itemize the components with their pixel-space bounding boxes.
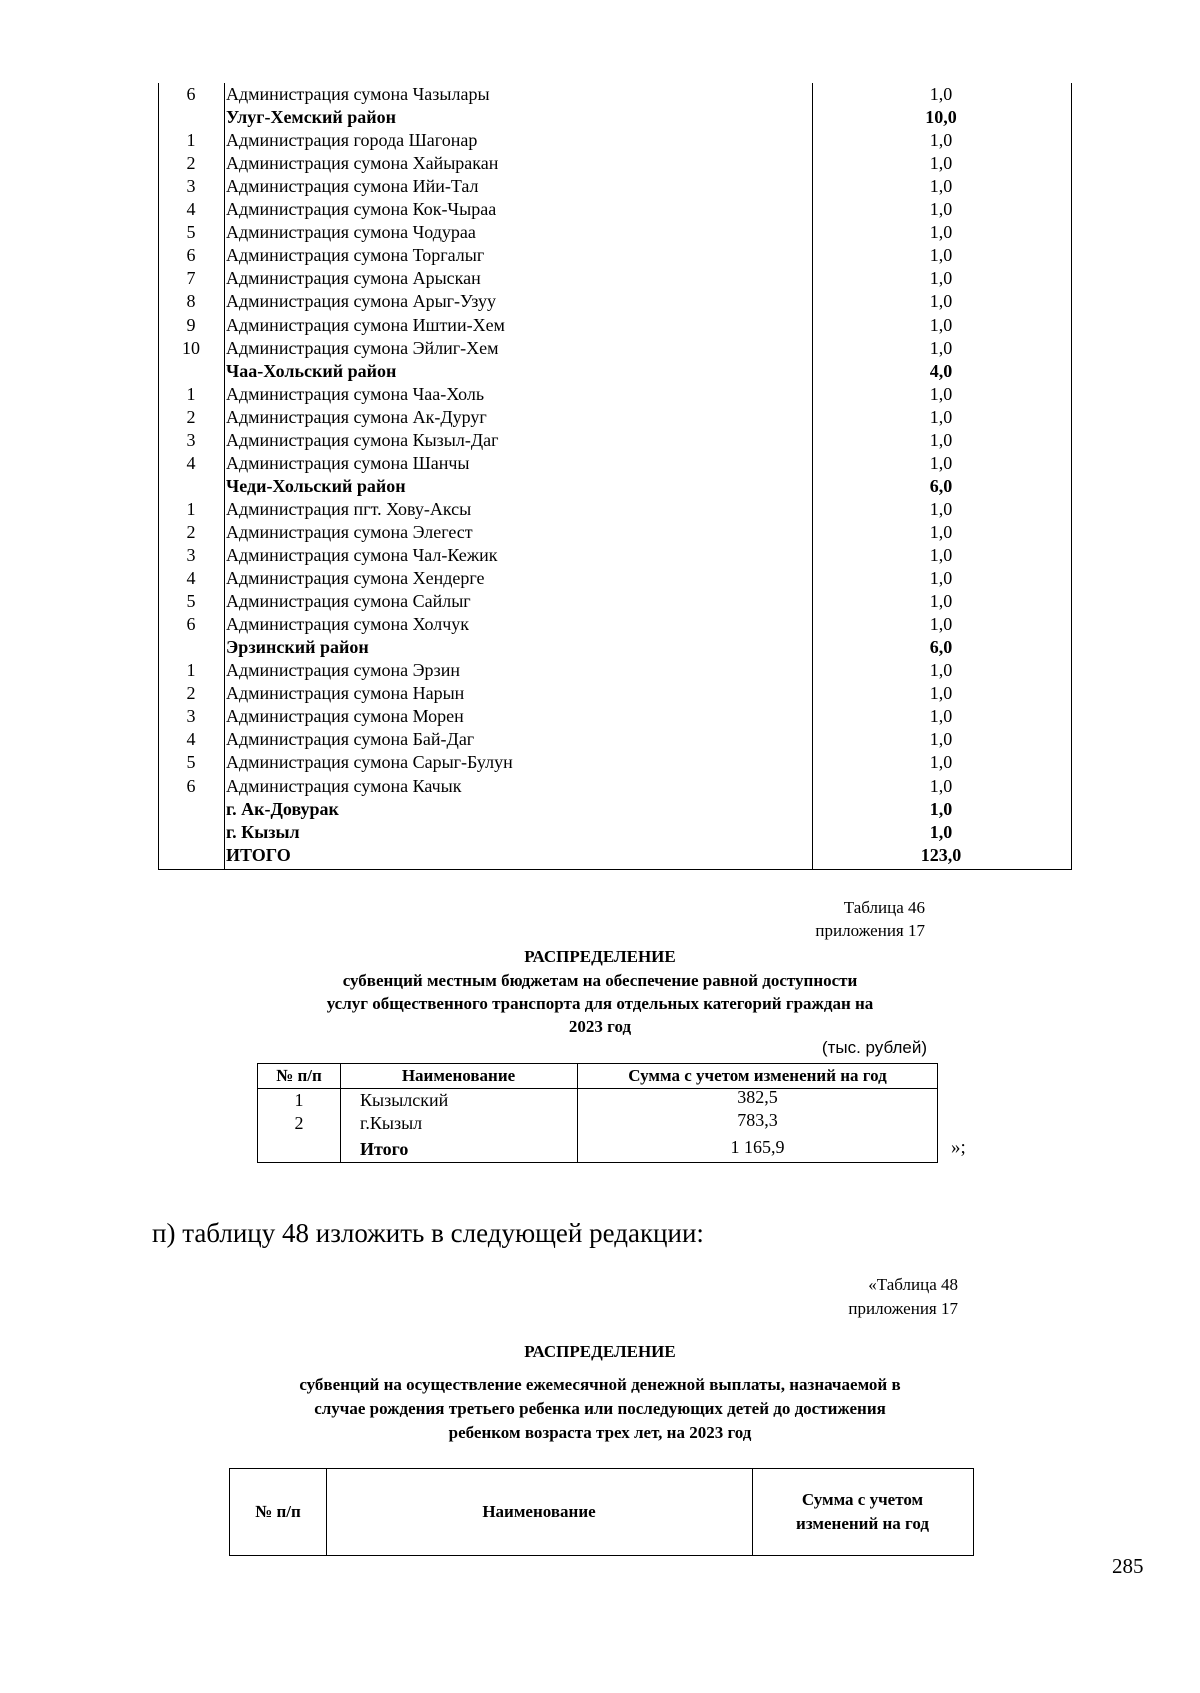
row-name: Администрация сумона Холчук (226, 614, 469, 635)
table-row (158, 544, 1072, 567)
row-value: 1,0 (929, 245, 953, 266)
page-number: 285 (1112, 1554, 1144, 1578)
row-name: Администрация сумона Шанчы (226, 452, 470, 473)
row-value: 123,0 (920, 844, 962, 865)
table46-units: (тыс. рублей) (821, 1038, 927, 1057)
table46-row-2-value: 783,3 (737, 1110, 778, 1130)
row-value: 1,0 (929, 452, 953, 473)
row-number: 7 (186, 268, 196, 289)
row-name: Администрация сумона Сарыг-Булун (226, 752, 513, 773)
row-number: 4 (186, 452, 196, 473)
row-name: Администрация сумона Нарын (226, 683, 465, 704)
row-name: Администрация сумона Арыскан (226, 268, 481, 289)
row-name: Администрация сумона Кызыл-Даг (226, 429, 499, 450)
table-row (158, 521, 1072, 544)
row-number: 9 (186, 314, 196, 335)
row-number: 10 (182, 337, 200, 358)
row-number: 3 (186, 176, 196, 197)
row-value: 1,0 (929, 498, 953, 519)
table46-row-1-num: 1 (294, 1090, 304, 1110)
row-name: Администрация сумона Ийи-Тал (226, 176, 479, 197)
table-row (158, 244, 1072, 267)
table46-row-1-name: Кызылский (360, 1090, 449, 1110)
row-number: 4 (186, 568, 196, 589)
amendment-instruction: п) таблицу 48 изложить в следующей редакции: (152, 1218, 704, 1248)
row-value: 1,0 (929, 337, 953, 358)
row-name: Администрация сумона Бай-Даг (226, 729, 475, 750)
table46-subtitle-1: субвенций местным бюджетам на обеспечение равной доступности (342, 971, 858, 990)
table-row (158, 175, 1072, 198)
row-value: 1,0 (929, 775, 953, 796)
allocation-table-continued (158, 83, 1072, 870)
row-value: 1,0 (929, 729, 953, 750)
row-value: 1,0 (929, 130, 953, 151)
row-name: Администрация сумона Чаа-Холь (226, 383, 485, 404)
row-name: Администрация пгт. Хову-Аксы (226, 498, 472, 519)
row-number: 4 (186, 199, 196, 220)
table46-col-num: № п/п (276, 1066, 322, 1085)
table46 (257, 1063, 938, 1163)
row-value: 1,0 (929, 798, 953, 819)
row-value: 1,0 (929, 706, 953, 727)
row-value: 1,0 (929, 406, 953, 427)
table48-col-sum (752, 1469, 973, 1555)
table-row (158, 406, 1072, 429)
row-value: 1,0 (929, 222, 953, 243)
row-value: 6,0 (929, 637, 953, 658)
row-number: 2 (186, 153, 196, 174)
table-row (158, 475, 1072, 498)
table-row (158, 775, 1072, 798)
table-row (158, 728, 1072, 751)
table-row (158, 798, 1072, 821)
table48-subtitle-3: ребенком возраста трех лет, на 2023 год (448, 1423, 752, 1442)
row-number: 4 (186, 729, 196, 750)
table-row (158, 567, 1072, 590)
table-row (158, 360, 1072, 383)
row-value: 1,0 (929, 591, 953, 612)
row-value: 1,0 (929, 568, 953, 589)
row-number: 6 (186, 775, 196, 796)
row-value: 1,0 (929, 545, 953, 565)
row-value: 1,0 (929, 683, 953, 704)
table46-row-2-num: 2 (294, 1113, 304, 1133)
table48-heading: РАСПРЕДЕЛЕНИЕ (524, 1342, 676, 1361)
row-number: 2 (186, 406, 196, 427)
table46-total-label: Итого (360, 1139, 409, 1159)
table46-row-1-value: 382,5 (737, 1087, 778, 1107)
row-value: 1,0 (929, 176, 953, 197)
row-name: г. Кызыл (226, 821, 300, 842)
table-row (158, 152, 1072, 175)
table-row (158, 314, 1072, 337)
row-number: 6 (186, 84, 196, 104)
table-row (158, 198, 1072, 221)
table-row (158, 682, 1072, 705)
row-value: 1,0 (929, 153, 953, 174)
row-name: ИТОГО (226, 844, 291, 865)
table-row (158, 636, 1072, 659)
row-number: 1 (186, 383, 196, 404)
row-name: г. Ак-Довурак (226, 798, 339, 819)
table-row (158, 337, 1072, 360)
row-value: 4,0 (929, 360, 953, 381)
row-name: Администрация сумона Арыг-Узуу (226, 291, 496, 312)
table-row (158, 290, 1072, 313)
row-number: 2 (186, 683, 196, 704)
row-number: 5 (186, 591, 196, 612)
row-number: 1 (186, 498, 196, 519)
row-name: Администрация сумона Ак-Дуруг (226, 406, 487, 427)
row-name: Администрация сумона Эйлиг-Хем (226, 337, 499, 358)
table46-closing-quote: »; (951, 1137, 966, 1158)
row-name: Администрация сумона Хендерге (226, 568, 485, 589)
row-name: Администрация сумона Качык (226, 775, 462, 796)
row-value: 1,0 (929, 291, 953, 312)
table-row (158, 613, 1072, 636)
table48-header (229, 1468, 974, 1556)
row-name: Эрзинский район (226, 637, 369, 658)
row-value: 1,0 (929, 429, 953, 450)
row-name: Администрация сумона Чал-Кежик (226, 545, 498, 565)
table46-heading: РАСПРЕДЕЛЕНИЕ (524, 947, 676, 966)
row-name: Чаа-Хольский район (226, 360, 397, 381)
row-value: 6,0 (929, 475, 953, 496)
row-name: Администрация сумона Элегест (226, 521, 473, 542)
row-number: 5 (186, 222, 196, 243)
table-border-bottom (158, 869, 1072, 870)
row-number: 1 (186, 130, 196, 151)
row-value: 1,0 (929, 199, 953, 220)
row-name: Улуг-Хемский район (226, 107, 397, 128)
row-number: 3 (186, 429, 196, 450)
row-value: 1,0 (929, 614, 953, 635)
row-value: 1,0 (929, 660, 953, 681)
table-row (158, 590, 1072, 613)
table46-total-value: 1 165,9 (730, 1137, 785, 1157)
row-value: 1,0 (929, 521, 953, 542)
table46-subtitle-2: услуг общественного транспорта для отдельных категорий граждан на (326, 994, 874, 1013)
row-number: 1 (186, 660, 196, 681)
table-row (158, 659, 1072, 682)
table-row (158, 751, 1072, 774)
table-row (158, 821, 1072, 844)
table-row (158, 129, 1072, 152)
row-value: 10,0 (925, 107, 957, 128)
row-number: 5 (186, 752, 196, 773)
table46-col-name: Наименование (401, 1066, 516, 1085)
table-row (158, 383, 1072, 406)
row-name: Администрация сумона Торгалыг (226, 245, 485, 266)
table48-col-sum-line2: изменений на год (796, 1514, 929, 1533)
row-name: Администрация сумона Морен (226, 706, 464, 727)
table48-caption-2: приложения 17 (848, 1299, 958, 1318)
row-name: Администрация сумона Сайлыг (226, 591, 471, 612)
table-row (158, 429, 1072, 452)
table48-caption-1: «Таблица 48 (868, 1275, 958, 1294)
table-row (158, 83, 1072, 106)
table46-row-2-name: г.Кызыл (360, 1113, 423, 1133)
table-row (158, 498, 1072, 521)
row-value: 1,0 (929, 821, 953, 842)
row-number: 2 (186, 521, 196, 542)
table48-col-name: Наименование (482, 1502, 596, 1521)
table48-col-sum-line1: Сумма с учетом (801, 1490, 924, 1509)
table-row (158, 106, 1072, 129)
row-name: Администрация сумона Чазылары (226, 84, 490, 104)
table46-col-sum: Сумма с учетом изменений на год (628, 1066, 887, 1085)
row-number: 8 (186, 291, 196, 312)
row-value: 1,0 (929, 752, 953, 773)
row-number: 3 (186, 545, 196, 565)
table-row (158, 267, 1072, 290)
row-name: Администрация сумона Чодураа (226, 222, 476, 243)
row-name: Администрация сумона Эрзин (226, 660, 461, 681)
row-name: Администрация сумона Иштии-Хем (226, 314, 505, 335)
table-row (158, 705, 1072, 728)
table46-caption-1: Таблица 46 (843, 898, 925, 917)
row-value: 1,0 (929, 84, 953, 104)
table48-subtitle-2: случае рождения третьего ребенка или последующих детей до достижения (314, 1399, 886, 1418)
table46-caption-2: приложения 17 (815, 921, 925, 940)
row-value: 1,0 (929, 383, 953, 404)
table-row (158, 452, 1072, 475)
table-row (158, 844, 1072, 867)
table46-subtitle-3: 2023 год (568, 1017, 632, 1036)
row-name: Администрация сумона Кок-Чыраа (226, 199, 497, 220)
table48-col-num: № п/п (255, 1502, 301, 1521)
table-row (158, 221, 1072, 244)
row-number: 6 (186, 614, 196, 635)
row-name: Администрация города Шагонар (226, 130, 478, 151)
row-number: 6 (186, 245, 196, 266)
row-name: Чеди-Хольский район (226, 475, 406, 496)
row-name: Администрация сумона Хайыракан (226, 153, 499, 174)
row-value: 1,0 (929, 268, 953, 289)
row-value: 1,0 (929, 314, 953, 335)
table48-subtitle-1: субвенций на осуществление ежемесячной денежной выплаты, назначаемой в (299, 1375, 901, 1394)
row-number: 3 (186, 706, 196, 727)
